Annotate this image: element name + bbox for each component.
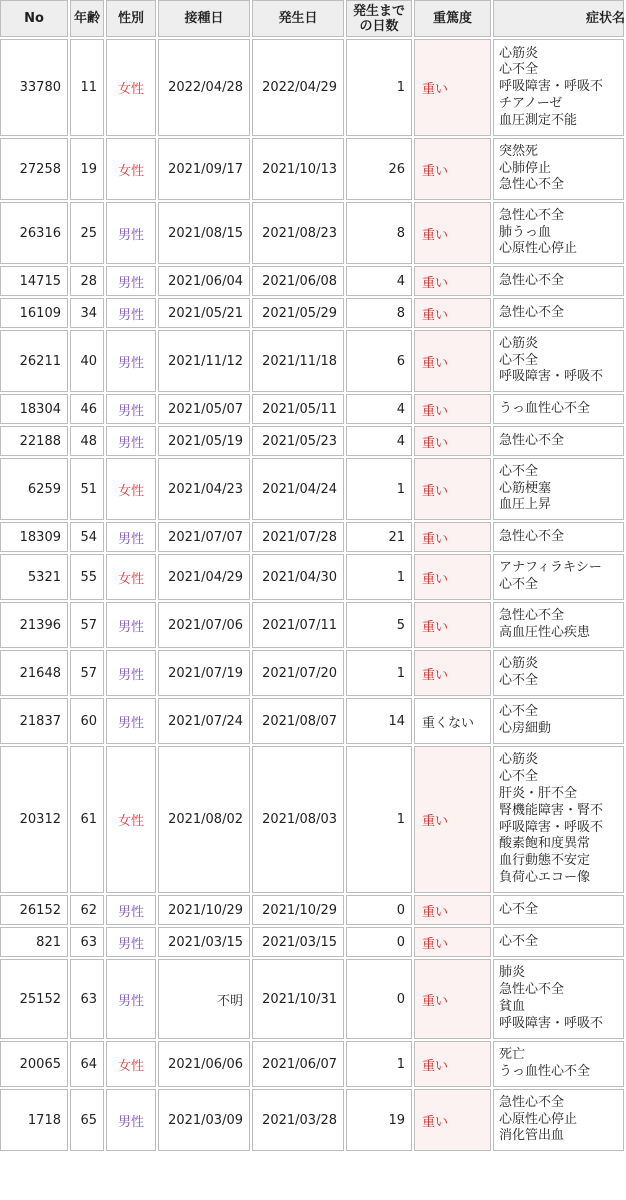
- cell-vaccination-date: 2021/05/07: [158, 394, 250, 424]
- cell-severity: 重い: [414, 959, 491, 1039]
- symptom-item: うっ血性心不全: [499, 400, 591, 416]
- symptom-item: 心不全: [499, 62, 539, 78]
- symptom-item: 消化管出血: [499, 1128, 565, 1144]
- cell-days-to-onset: 14: [346, 698, 412, 744]
- cell-onset-date: 2021/07/20: [252, 650, 344, 696]
- cell-age: 62: [70, 895, 104, 925]
- table-row: [0, 202, 624, 264]
- symptom-item: うっ血性心不全: [499, 1064, 591, 1079]
- symptom-item: 心不全: [499, 577, 539, 592]
- cell-sex: 男性: [106, 426, 156, 456]
- cell-severity: 重い: [414, 927, 491, 957]
- cell-no: 20312: [0, 746, 68, 893]
- symptom-item: 血圧上昇: [499, 497, 552, 513]
- cell-no: 6259: [0, 458, 68, 520]
- cell-no: 27258: [0, 138, 68, 200]
- table-row: [0, 959, 624, 1039]
- table-row: [0, 554, 624, 600]
- symptom-item: 血圧測定不能: [499, 112, 578, 128]
- cell-symptoms: [493, 330, 624, 392]
- symptom-item: 心不全: [499, 463, 539, 479]
- table-row: [0, 394, 624, 424]
- cell-days-to-onset: 8: [346, 298, 412, 328]
- table-row: [0, 650, 624, 696]
- cell-onset-date: 2021/10/31: [252, 959, 344, 1039]
- cell-severity: 重い: [414, 202, 491, 264]
- symptom-item: 貧血: [499, 999, 526, 1014]
- cell-days-to-onset: 1: [346, 39, 412, 136]
- header-symptoms: 症状名: [493, 0, 624, 37]
- cell-no: 18304: [0, 394, 68, 424]
- symptom-item: 急性心不全: [499, 177, 565, 193]
- cell-severity: 重い: [414, 426, 491, 456]
- symptom-item: 急性心不全: [499, 982, 565, 998]
- cell-no: 26152: [0, 895, 68, 925]
- cell-no: 26211: [0, 330, 68, 392]
- cell-onset-date: 2021/07/11: [252, 602, 344, 648]
- cell-severity: 重い: [414, 650, 491, 696]
- cell-severity: 重い: [414, 138, 491, 200]
- cell-no: 21396: [0, 602, 68, 648]
- cell-vaccination-date: 2021/06/06: [158, 1041, 250, 1087]
- cell-severity: 重い: [414, 330, 491, 392]
- cell-vaccination-date: 2021/10/29: [158, 895, 250, 925]
- cell-sex: 男性: [106, 330, 156, 392]
- cell-onset-date: 2021/10/13: [252, 138, 344, 200]
- cell-vaccination-date: 2021/08/15: [158, 202, 250, 264]
- symptom-item: 心原性心停止: [499, 241, 578, 257]
- cell-vaccination-date: 2021/07/24: [158, 698, 250, 744]
- cell-sex: 女性: [106, 39, 156, 136]
- cell-symptoms: [493, 1089, 624, 1151]
- cell-age: 61: [70, 746, 104, 893]
- cell-onset-date: 2021/05/11: [252, 394, 344, 424]
- symptom-item: 肺うっ血: [499, 224, 552, 240]
- cell-onset-date: 2021/07/28: [252, 522, 344, 552]
- table-row: [0, 266, 624, 296]
- cell-no: 22188: [0, 426, 68, 456]
- cell-no: 20065: [0, 1041, 68, 1087]
- cell-symptoms: [493, 426, 624, 456]
- symptom-item: 急性心不全: [499, 272, 565, 288]
- cell-days-to-onset: 21: [346, 522, 412, 552]
- header-days-to-onset: [346, 0, 412, 37]
- cell-onset-date: 2021/11/18: [252, 330, 344, 392]
- cell-days-to-onset: 1: [346, 746, 412, 893]
- cell-no: 33780: [0, 39, 68, 136]
- cell-severity: 重い: [414, 602, 491, 648]
- cell-days-to-onset: 0: [346, 959, 412, 1039]
- cell-onset-date: 2021/06/08: [252, 266, 344, 296]
- cell-days-to-onset: 8: [346, 202, 412, 264]
- cell-vaccination-date: 2021/03/09: [158, 1089, 250, 1151]
- cell-age: 34: [70, 298, 104, 328]
- symptom-item: 呼吸障害・呼吸不: [499, 1015, 604, 1031]
- cell-age: 40: [70, 330, 104, 392]
- cell-sex: 男性: [106, 266, 156, 296]
- symptom-item: 呼吸障害・呼吸不: [499, 369, 604, 385]
- cell-age: 57: [70, 602, 104, 648]
- symptom-item: 心不全: [499, 704, 539, 720]
- header-vaccination-date: 接種日: [158, 0, 250, 37]
- symptom-item: 血行動態不安定: [499, 853, 591, 869]
- cell-severity: 重い: [414, 458, 491, 520]
- cell-vaccination-date: 2021/09/17: [158, 138, 250, 200]
- cell-severity: 重い: [414, 298, 491, 328]
- cell-severity: 重い: [414, 746, 491, 893]
- symptom-item: 急性心不全: [499, 528, 565, 544]
- table-row: [0, 426, 624, 456]
- cell-age: 55: [70, 554, 104, 600]
- symptom-item: 急性心不全: [499, 608, 565, 624]
- cell-symptoms: [493, 602, 624, 648]
- symptom-item: 心不全: [499, 352, 539, 368]
- cell-age: 51: [70, 458, 104, 520]
- cell-days-to-onset: 19: [346, 1089, 412, 1151]
- cell-age: 48: [70, 426, 104, 456]
- cell-sex: 男性: [106, 298, 156, 328]
- cell-symptoms: [493, 138, 624, 200]
- cell-age: 63: [70, 927, 104, 957]
- header-age: 年齢: [70, 0, 104, 37]
- cell-symptoms: [493, 458, 624, 520]
- cell-days-to-onset: 0: [346, 927, 412, 957]
- symptom-item: チアノーゼ: [499, 95, 563, 111]
- cell-age: 63: [70, 959, 104, 1039]
- table-row: [0, 138, 624, 200]
- table-row: [0, 698, 624, 744]
- cell-sex: 男性: [106, 650, 156, 696]
- table-header: [0, 0, 624, 37]
- cell-symptoms: [493, 39, 624, 136]
- cell-days-to-onset: 6: [346, 330, 412, 392]
- symptom-item: 心筋炎: [499, 45, 539, 61]
- cell-symptoms: [493, 746, 624, 893]
- cell-severity: 重い: [414, 394, 491, 424]
- table-body: [0, 39, 624, 1151]
- cell-days-to-onset: 26: [346, 138, 412, 200]
- cell-sex: 男性: [106, 522, 156, 552]
- cell-symptoms: [493, 554, 624, 600]
- cell-severity: 重い: [414, 895, 491, 925]
- cell-symptoms: [493, 266, 624, 296]
- symptom-item: 高血圧性心疾患: [499, 625, 591, 640]
- cell-symptoms: [493, 959, 624, 1039]
- cell-vaccination-date: 2021/05/21: [158, 298, 250, 328]
- cell-symptoms: [493, 394, 624, 424]
- header-sex: 性別: [106, 0, 156, 37]
- cell-no: 821: [0, 927, 68, 957]
- cell-severity: 重い: [414, 554, 491, 600]
- cell-age: 64: [70, 1041, 104, 1087]
- cell-age: 46: [70, 394, 104, 424]
- cell-age: 11: [70, 39, 104, 136]
- symptom-item: 死亡: [499, 1047, 526, 1063]
- cell-no: 14715: [0, 266, 68, 296]
- cell-days-to-onset: 0: [346, 895, 412, 925]
- cell-onset-date: 2021/05/29: [252, 298, 344, 328]
- symptom-item: 呼吸障害・呼吸不: [499, 819, 604, 835]
- cell-vaccination-date: 2021/05/19: [158, 426, 250, 456]
- symptom-item: 心筋梗塞: [499, 480, 552, 496]
- table-row: [0, 298, 624, 328]
- cell-vaccination-date: 2021/04/23: [158, 458, 250, 520]
- cell-onset-date: 2021/04/30: [252, 554, 344, 600]
- cell-vaccination-date: 不明: [158, 959, 250, 1039]
- table-row: [0, 746, 624, 893]
- symptom-item: 心筋炎: [499, 656, 539, 672]
- header-no: No: [0, 0, 68, 37]
- cell-days-to-onset: 1: [346, 554, 412, 600]
- symptom-item: 心房細動: [499, 721, 552, 736]
- symptom-item: 腎機能障害・腎不: [499, 802, 604, 818]
- symptom-item: 心不全: [499, 901, 539, 917]
- table-row: [0, 39, 624, 136]
- cell-days-to-onset: 4: [346, 266, 412, 296]
- cell-sex: 男性: [106, 959, 156, 1039]
- cell-sex: 女性: [106, 138, 156, 200]
- cell-age: 57: [70, 650, 104, 696]
- cell-days-to-onset: 4: [346, 426, 412, 456]
- header-severity: 重篤度: [414, 0, 491, 37]
- symptom-item: アナフィラキシー: [499, 560, 602, 576]
- cell-no: 21837: [0, 698, 68, 744]
- table-row: [0, 895, 624, 925]
- cell-vaccination-date: 2021/07/19: [158, 650, 250, 696]
- cell-onset-date: 2021/08/23: [252, 202, 344, 264]
- cell-days-to-onset: 1: [346, 458, 412, 520]
- cell-vaccination-date: 2021/07/07: [158, 522, 250, 552]
- symptom-item: 心原性心停止: [499, 1111, 578, 1127]
- cell-onset-date: 2021/06/07: [252, 1041, 344, 1087]
- cell-severity: 重い: [414, 522, 491, 552]
- symptom-item: 急性心不全: [499, 1094, 565, 1110]
- table-row: [0, 1041, 624, 1087]
- symptom-item: 肺炎: [499, 965, 526, 981]
- cell-sex: 女性: [106, 458, 156, 520]
- table-row: [0, 330, 624, 392]
- cell-vaccination-date: 2021/04/29: [158, 554, 250, 600]
- cell-sex: 男性: [106, 698, 156, 744]
- cell-vaccination-date: 2021/08/02: [158, 746, 250, 893]
- cell-symptoms: [493, 1041, 624, 1087]
- cell-vaccination-date: 2021/07/06: [158, 602, 250, 648]
- symptom-item: 負荷心エコー像: [499, 869, 591, 885]
- table-row: [0, 1089, 624, 1151]
- cell-no: 5321: [0, 554, 68, 600]
- symptom-item: 心筋炎: [499, 335, 539, 351]
- cell-no: 25152: [0, 959, 68, 1039]
- symptom-item: 急性心不全: [499, 432, 565, 448]
- cell-vaccination-date: 2021/06/04: [158, 266, 250, 296]
- symptom-item: 急性心不全: [499, 207, 565, 223]
- cell-days-to-onset: 1: [346, 1041, 412, 1087]
- table-row: [0, 927, 624, 957]
- cell-sex: 女性: [106, 1041, 156, 1087]
- symptom-item: 突然死: [499, 143, 539, 159]
- cell-age: 25: [70, 202, 104, 264]
- cell-symptoms: [493, 927, 624, 957]
- cell-vaccination-date: 2021/03/15: [158, 927, 250, 957]
- symptom-item: 呼吸障害・呼吸不: [499, 79, 604, 95]
- cell-symptoms: [493, 522, 624, 552]
- cell-vaccination-date: 2021/11/12: [158, 330, 250, 392]
- header-days-line1: 発生まで: [352, 3, 405, 19]
- cell-age: 65: [70, 1089, 104, 1151]
- cell-severity: 重い: [414, 1041, 491, 1087]
- cell-vaccination-date: 2022/04/28: [158, 39, 250, 136]
- cell-onset-date: 2021/10/29: [252, 895, 344, 925]
- cell-severity: 重い: [414, 266, 491, 296]
- cell-symptoms: [493, 698, 624, 744]
- cell-sex: 男性: [106, 895, 156, 925]
- cell-onset-date: 2021/08/03: [252, 746, 344, 893]
- cell-onset-date: 2021/08/07: [252, 698, 344, 744]
- cell-no: 1718: [0, 1089, 68, 1151]
- cell-age: 28: [70, 266, 104, 296]
- cell-age: 60: [70, 698, 104, 744]
- cell-no: 21648: [0, 650, 68, 696]
- cell-no: 18309: [0, 522, 68, 552]
- cell-days-to-onset: 4: [346, 394, 412, 424]
- cell-sex: 男性: [106, 1089, 156, 1151]
- cell-sex: 男性: [106, 394, 156, 424]
- cell-severity: 重い: [414, 39, 491, 136]
- symptom-item: 酸素飽和度異常: [499, 836, 591, 852]
- symptom-item: 急性心不全: [499, 304, 565, 320]
- cell-sex: 男性: [106, 602, 156, 648]
- cell-no: 16109: [0, 298, 68, 328]
- symptom-item: 心肺停止: [499, 160, 552, 176]
- cell-sex: 女性: [106, 746, 156, 893]
- cell-symptoms: [493, 895, 624, 925]
- cell-symptoms: [493, 298, 624, 328]
- cell-sex: 男性: [106, 927, 156, 957]
- table-row: [0, 458, 624, 520]
- cell-severity: 重い: [414, 1089, 491, 1151]
- cell-onset-date: 2022/04/29: [252, 39, 344, 136]
- cell-onset-date: 2021/03/15: [252, 927, 344, 957]
- symptom-item: 心不全: [499, 769, 539, 785]
- table-row: [0, 522, 624, 552]
- cell-days-to-onset: 1: [346, 650, 412, 696]
- symptom-item: 心不全: [499, 933, 539, 949]
- cell-onset-date: 2021/04/24: [252, 458, 344, 520]
- cell-no: 26316: [0, 202, 68, 264]
- cell-severity: 重くない: [414, 698, 491, 744]
- header-row: [0, 0, 624, 37]
- header-onset-date: 発生日: [252, 0, 344, 37]
- cell-symptoms: [493, 650, 624, 696]
- cell-sex: 女性: [106, 554, 156, 600]
- symptom-item: 心不全: [499, 673, 539, 688]
- symptom-item: 肝炎・肝不全: [499, 785, 578, 801]
- cell-sex: 男性: [106, 202, 156, 264]
- symptom-item: 心筋炎: [499, 752, 539, 768]
- cell-onset-date: 2021/05/23: [252, 426, 344, 456]
- cell-symptoms: [493, 202, 624, 264]
- cell-onset-date: 2021/03/28: [252, 1089, 344, 1151]
- header-days-line2: の日数: [359, 18, 399, 34]
- table-row: [0, 602, 624, 648]
- cell-days-to-onset: 5: [346, 602, 412, 648]
- cell-age: 54: [70, 522, 104, 552]
- cell-age: 19: [70, 138, 104, 200]
